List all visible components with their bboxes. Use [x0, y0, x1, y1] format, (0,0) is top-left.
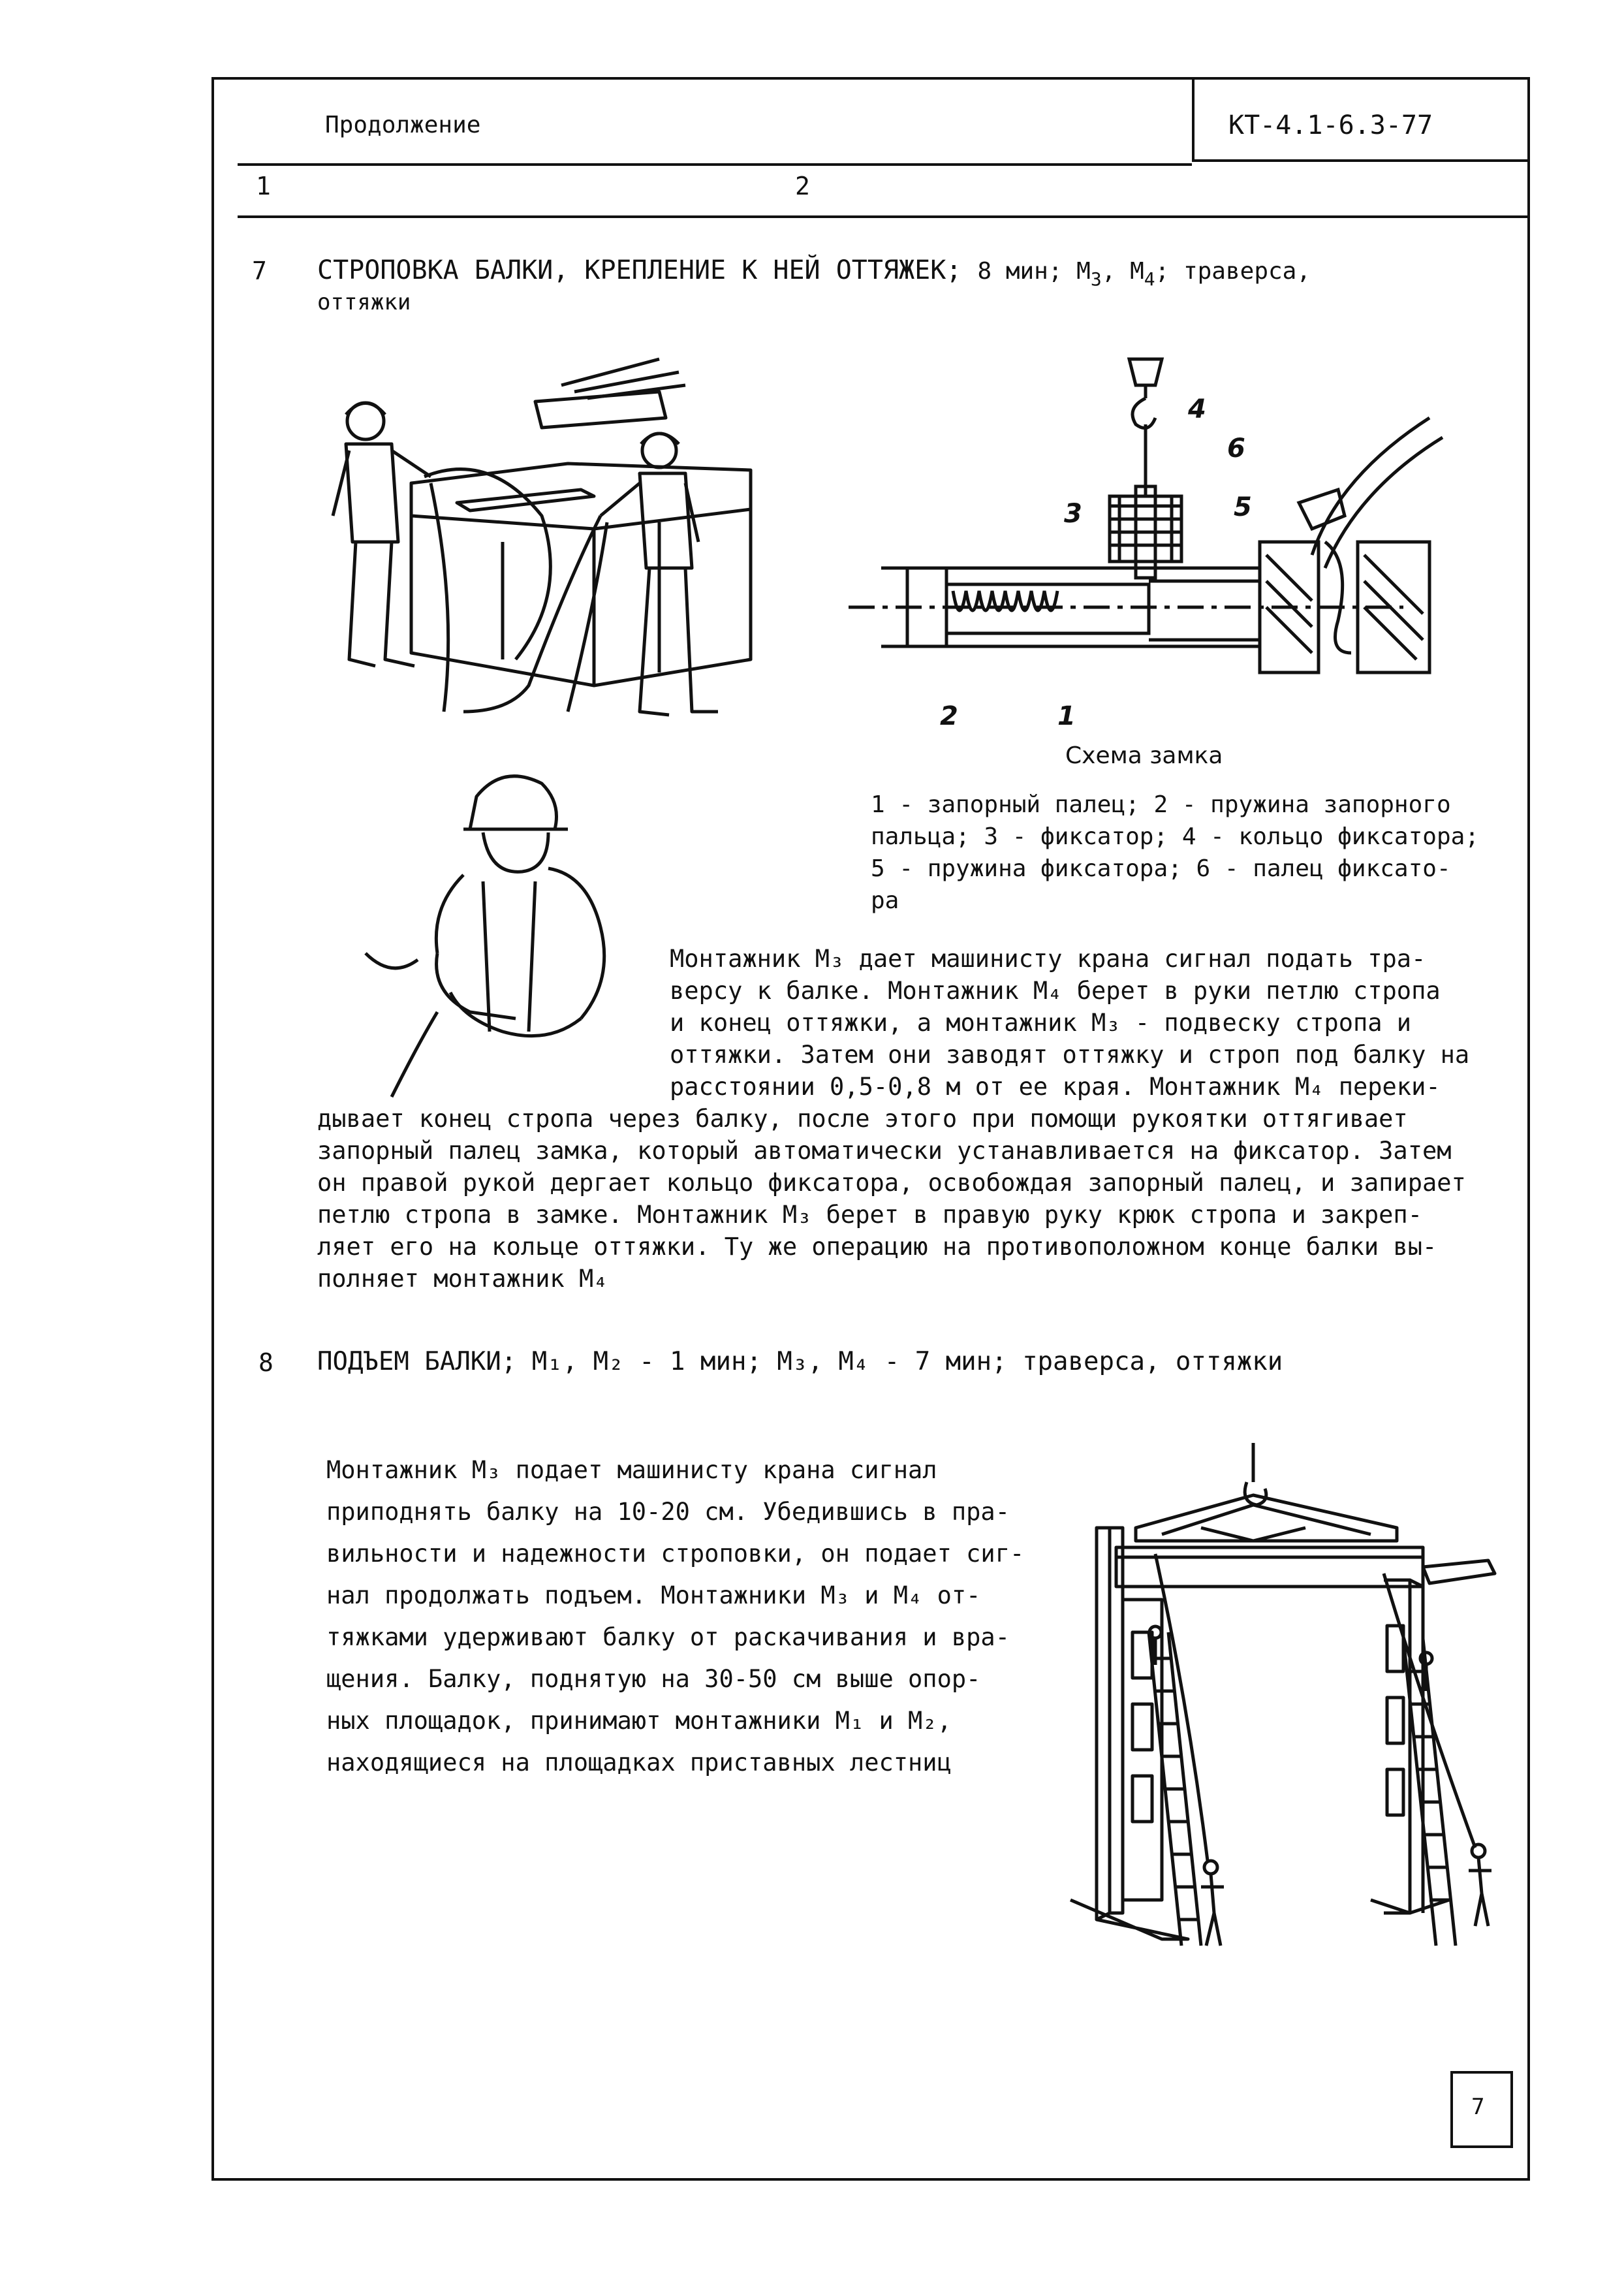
section-7-text-top [670, 943, 1469, 1103]
text-line: Монтажник М₃ дает машинисту крана сигнал подать тра- [670, 945, 1426, 973]
lock-scheme-caption: Схема замка [1065, 742, 1223, 769]
header-code-underline [1192, 159, 1530, 162]
text-line: запорный палец замка, который автоматически устанавливается на фиксатор. Затем [317, 1137, 1452, 1165]
section-8-text [326, 1449, 1024, 1784]
lock-legend [871, 789, 1479, 917]
text-line: оттяжки. Затем они заводят оттяжку и строп под балку на [670, 1041, 1470, 1069]
text-line: приподнять балку на 10-20 см. Убедившись в пра- [326, 1498, 1010, 1526]
page-number: 7 [1471, 2094, 1485, 2120]
text-line: находящиеся на площадках приставных лестниц [326, 1748, 952, 1777]
text-line: щения. Балку, поднятую на 30-50 см выше опор- [326, 1665, 981, 1693]
worker-lock-illustration [352, 757, 627, 1097]
header-rule-top [238, 163, 1192, 166]
section-7-text-bottom [317, 1103, 1466, 1295]
text-line: Монтажник М₃ подает машинисту крана сигнал [326, 1456, 937, 1484]
text-line: дывает конец стропа через балку, после этого при помощи рукоятки оттягивает [317, 1105, 1408, 1133]
section-8-number: 8 [258, 1348, 273, 1377]
text-line: ных площадок, принимают монтажники М₁ и М₂, [326, 1707, 952, 1735]
section-7-title: СТРОПОВКА БАЛКИ, КРЕПЛЕНИЕ К НЕЙ ОТТЯЖЕК; 8 мин; $М_3$, $М_4$; траверса, [317, 255, 1311, 290]
legend-line: пальца; 3 - фиксатор; 4 - кольцо фиксатора; [871, 823, 1479, 850]
lock-label-5: 5 [1234, 492, 1252, 522]
text-line: петлю стропа в замке. Монтажник М₃ берет в правую руку крюк стропа и закреп- [317, 1201, 1422, 1229]
text-line: версу к балке. Монтажник М₄ берет в руки петлю стропа [670, 977, 1441, 1005]
column-2-number: 2 [795, 172, 810, 200]
lock-scheme-diagram [842, 346, 1456, 744]
section-8-title: ПОДЪЕМ БАЛКИ; М₁, М₂ - 1 мин; М₃, М₄ - 7 мин; траверса, оттяжки [317, 1347, 1283, 1376]
lock-label-1: 1 [1057, 701, 1076, 731]
text-line: тяжками удерживают балку от раскачивания и вра- [326, 1623, 1010, 1651]
header-divider [1192, 77, 1195, 162]
section-7-number: 7 [252, 257, 267, 285]
text-line: он правой рукой дергает кольцо фиксатора, освобождая запорный палец, и запирает [317, 1169, 1466, 1197]
column-1-number: 1 [256, 172, 271, 200]
text-line: нал продолжать подъем. Монтажники М₃ и М₄ от- [326, 1581, 981, 1609]
legend-line: ра [871, 887, 899, 914]
section-7-title-line2: оттяжки [317, 289, 411, 315]
lock-label-3: 3 [1064, 499, 1082, 529]
beam-lifting-illustration [1057, 1443, 1514, 1978]
header-rule-bottom [238, 215, 1530, 218]
lock-label-4: 4 [1188, 394, 1206, 424]
text-line: полняет монтажник М₄ [317, 1265, 608, 1293]
text-line: ляет его на кольце оттяжки. Ту же операцию на противоположном конце балки вы- [317, 1233, 1437, 1261]
text-line: расстоянии 0,5-0,8 м от ее края. Монтажник М₄ переки- [670, 1073, 1441, 1101]
legend-line: 1 - запорный палец; 2 - пружина запорного [871, 791, 1451, 818]
continuation-label: Продолжение [325, 112, 481, 138]
lock-label-6: 6 [1227, 434, 1245, 464]
lock-label-2: 2 [940, 701, 958, 731]
legend-line: 5 - пружина фиксатора; 6 - палец фиксато- [871, 855, 1451, 882]
document-code: КТ-4.1-6.3-77 [1228, 110, 1433, 140]
text-line: и конец оттяжки, а монтажник М₃ - подвеску стропа и [670, 1009, 1412, 1037]
text-line: вильности и надежности строповки, он подает сиг- [326, 1540, 1025, 1568]
slinging-illustration [294, 346, 790, 738]
